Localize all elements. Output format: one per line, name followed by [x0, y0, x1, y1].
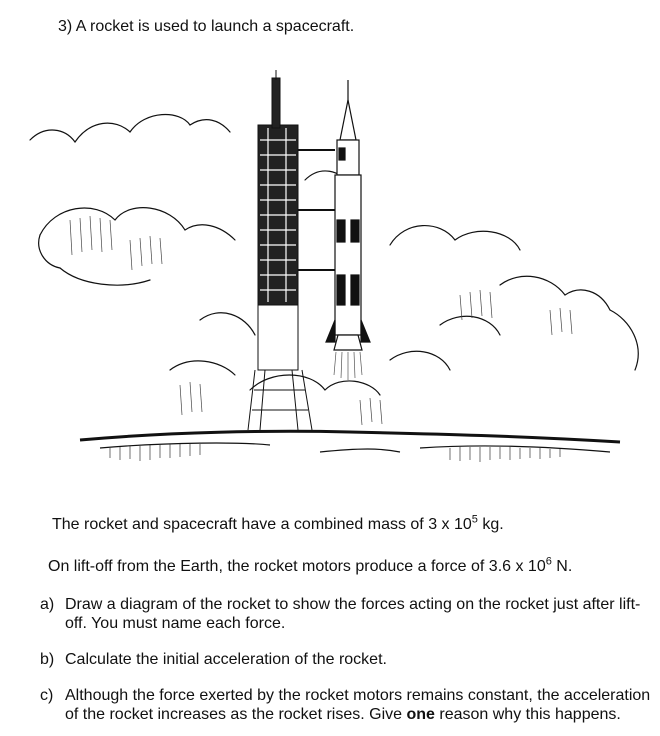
part-b-letter: b) — [40, 651, 55, 668]
mass-statement: The rocket and spacecraft have a combined mass of 3 x $10^5$ kg. — [52, 513, 504, 533]
part-b-text: Calculate the initial acceleration of the rocket. — [65, 651, 387, 668]
force-statement: On lift-off from the Earth, the rocket motors produce a force of 3.6 x $10^6$ N. — [48, 555, 573, 575]
question-title: 3) A rocket is used to launch a spacecraft. — [58, 18, 355, 35]
emphasis-one: one — [406, 706, 435, 723]
part-a-text: Draw a diagram of the rocket to show the forces acting on the rocket just after lift-off. You must name each force. — [65, 596, 641, 632]
rocket-launch-illustration — [20, 70, 660, 480]
part-c-letter: c) — [40, 687, 54, 704]
mass-exponent: 5 — [471, 513, 478, 526]
force-exponent: 6 — [545, 555, 552, 568]
question-part-b — [40, 650, 652, 669]
question-part-c — [40, 686, 652, 724]
part-a-letter: a) — [40, 596, 55, 613]
part-c-text: Although the force exerted by the rocket motors remains constant, the acceleration of the rocket increases as the rocket rises. Give one reason why this happens. — [65, 687, 651, 723]
question-part-a — [40, 595, 652, 633]
